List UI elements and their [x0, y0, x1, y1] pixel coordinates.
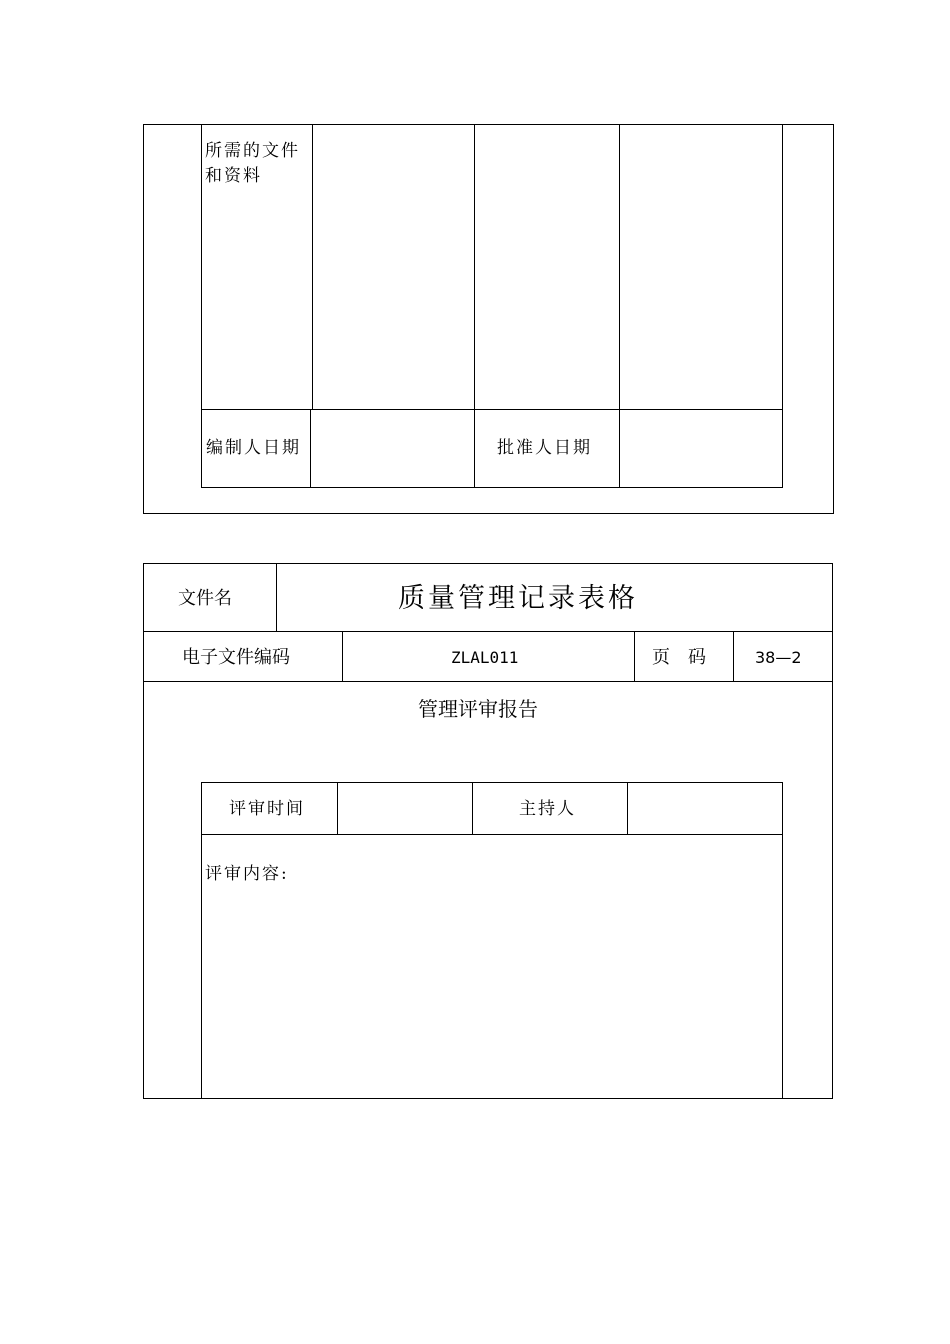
page-value: 38—2: [755, 648, 802, 667]
report-col-divider-2: [472, 782, 473, 835]
report-col-divider-1: [337, 782, 338, 835]
header-row1-col-divider: [276, 563, 277, 632]
header-row-divider-2: [143, 681, 833, 682]
header-row2-col-divider-2: [634, 631, 635, 682]
review-time-label: 评审时间: [229, 799, 305, 819]
review-content-label: 评审内容:: [205, 864, 289, 884]
file-name-label: 文件名: [178, 588, 232, 609]
header-row-divider-1: [143, 631, 833, 632]
report-row-divider: [201, 834, 783, 835]
prepared-by-date-label: 编制人日期: [206, 438, 301, 458]
report-col-divider-3: [627, 782, 628, 835]
host-label: 主持人: [519, 799, 576, 819]
header-row2-col-divider-1: [342, 631, 343, 682]
top-col-divider-2: [474, 124, 475, 488]
report-inner-table: [201, 782, 783, 1099]
top-inner-table: [201, 124, 783, 488]
electronic-code-label: 电子文件编码: [182, 647, 290, 668]
electronic-code-value: ZLAL011: [451, 648, 519, 667]
top-row-divider: [201, 409, 783, 410]
file-title: 质量管理记录表格: [398, 583, 638, 614]
required-docs-label-line1: 所需的文件: [205, 141, 300, 161]
top-lower-col-divider: [310, 409, 311, 488]
report-title: 管理评审报告: [418, 697, 538, 721]
page-label: 页 码: [652, 647, 706, 668]
top-col-divider-3: [619, 124, 620, 488]
top-col-divider-1: [312, 124, 313, 410]
approved-by-date-label: 批准人日期: [497, 438, 592, 458]
header-row2-col-divider-3: [733, 631, 734, 682]
required-docs-label-line2: 和资料: [205, 166, 262, 186]
